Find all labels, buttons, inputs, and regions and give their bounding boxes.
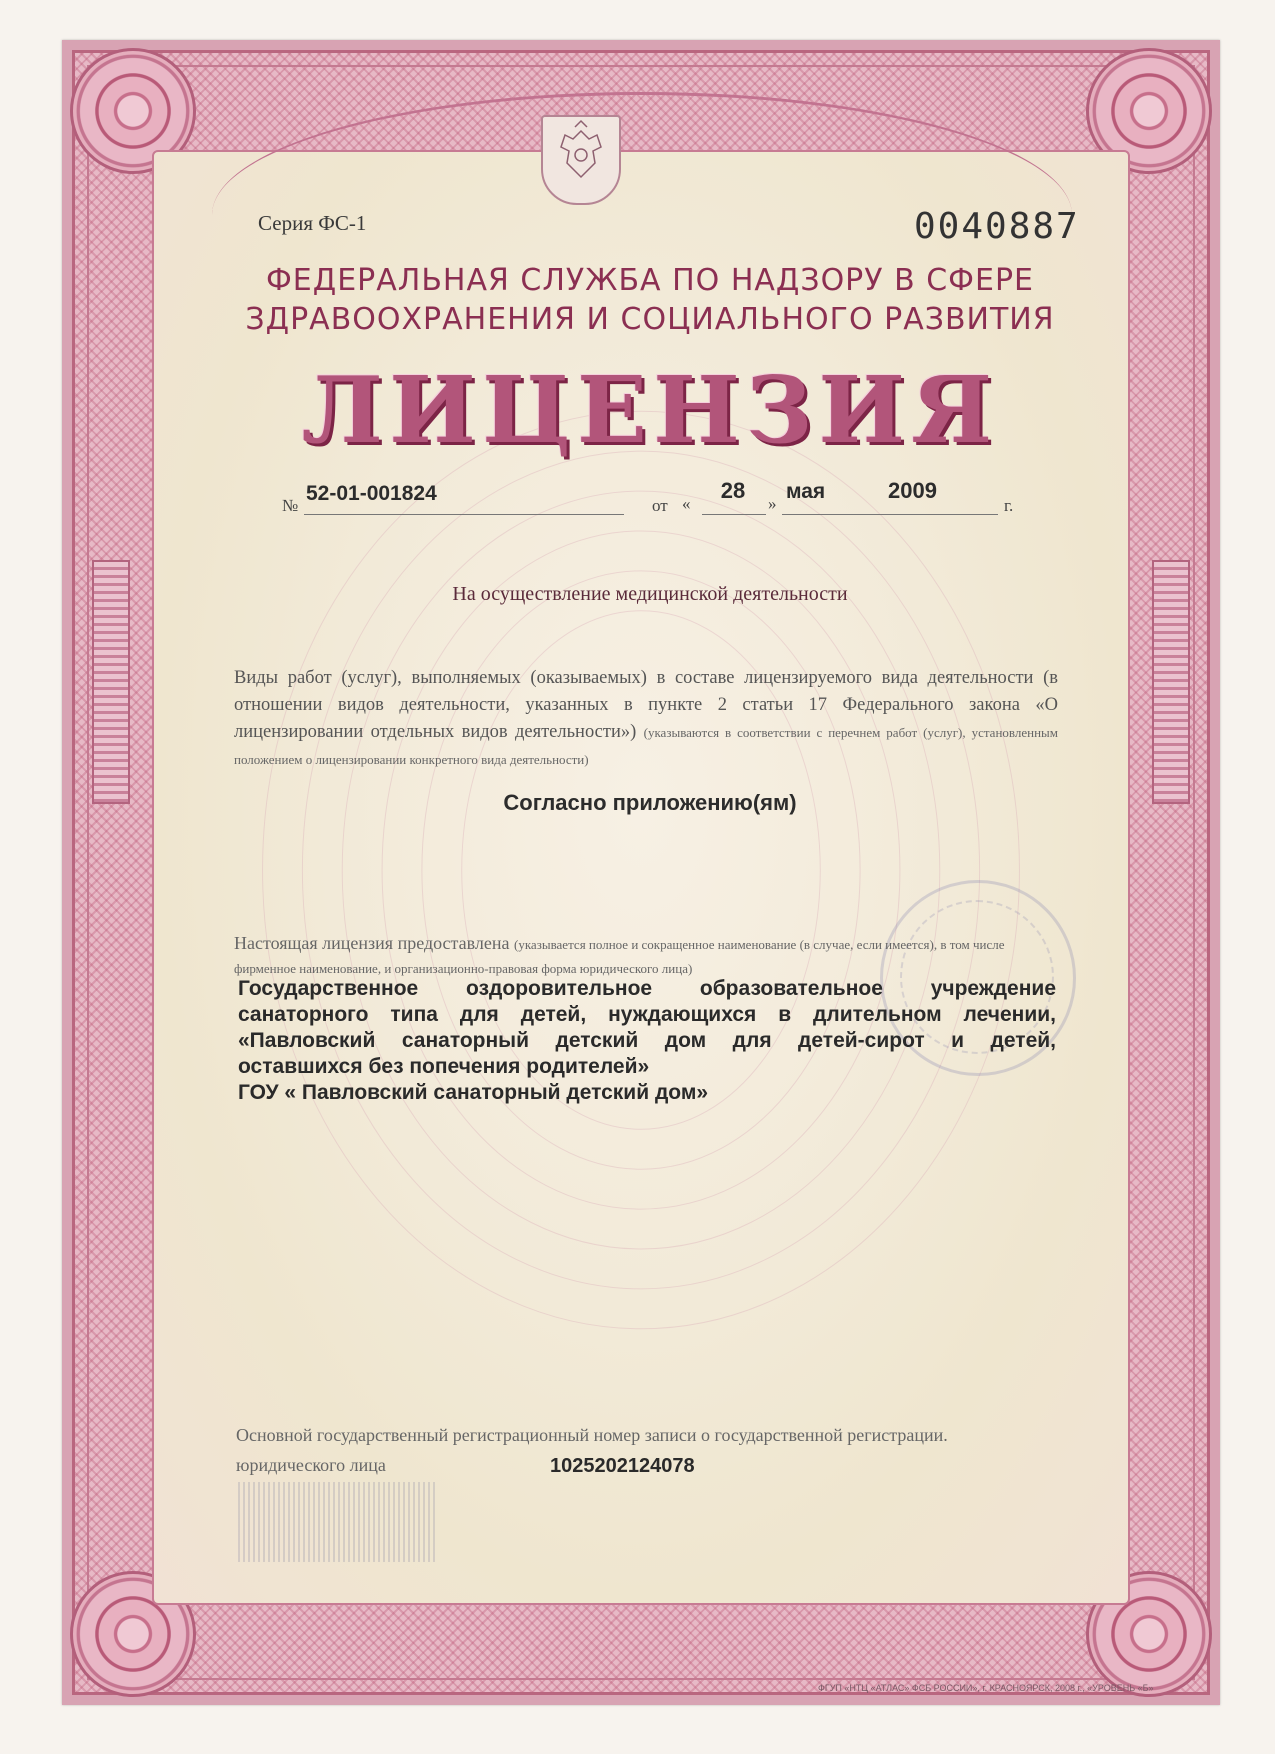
org-line-3: «Павловский санаторный детский дом для детей-сирот и детей, xyxy=(238,1029,1056,1052)
year-suffix: г. xyxy=(1004,496,1014,515)
organization-name xyxy=(238,976,1056,1106)
agency-name-line2: ЗДРАВООХРАНЕНИЯ И СОЦИАЛЬНОГО РАЗВИТИЯ xyxy=(245,302,1055,337)
works-text: Виды работ (услуг), выполняемых (оказываемых) в составе лицензируемого вида деятельности (в отношении видов деятельности, указанных в пункте 2 статьи 17 Федерального закона «О лицензировании отдельных видов деятельности») xyxy=(234,668,1058,742)
granted-to-label xyxy=(234,932,1058,980)
quote-open: « xyxy=(682,494,691,513)
number-date-row xyxy=(282,478,1022,518)
left-rail-ornament xyxy=(92,560,130,804)
date-prefix: от xyxy=(652,496,668,515)
month-underline xyxy=(782,514,998,515)
day-underline xyxy=(702,514,766,515)
printer-imprint: ФГУП «НТЦ «АТЛАС» ФСБ РОССИИ», г. КРАСНОЯРСК, 2008 г., «УРОВЕНЬ «Б» xyxy=(818,1683,1154,1693)
org-line-4: оставшихся без попечения родителей» xyxy=(238,1055,650,1078)
org-line-5: ГОУ « Павловский санаторный детский дом» xyxy=(238,1081,709,1104)
state-emblem-icon xyxy=(541,115,621,205)
right-rail-ornament xyxy=(1152,560,1190,804)
org-line-1: Государственное оздоровительное образовательное учреждение xyxy=(238,977,1056,1000)
document-title: ЛИЦЕНЗИЯ xyxy=(301,356,999,464)
agency-name-line1: ФЕДЕРАЛЬНАЯ СЛУЖБА ПО НАДЗОРУ В СФЕРЕ xyxy=(265,263,1034,298)
granted-label: Настоящая лицензия предоставлена xyxy=(234,933,510,953)
number-underline xyxy=(304,514,624,515)
serial-number: 0040887 xyxy=(914,206,1080,247)
quote-close: » xyxy=(768,494,777,513)
date-day: 28 xyxy=(720,478,746,503)
works-note: (указываются в соответствии с перечнем работ (услуг), установленным положением о лицензировании конкретного вида деятельности) xyxy=(234,725,1059,767)
ogrn-label-line2: юридического лица xyxy=(236,1455,386,1475)
number-sign: № xyxy=(282,496,299,515)
ogrn-value: 1025202124078 xyxy=(550,1455,695,1477)
date-year: 2009 xyxy=(888,478,937,503)
license-number: 52-01-001824 xyxy=(306,482,437,505)
org-line-2: санаторного типа для детей, нуждающихся в длительном лечении, xyxy=(238,1003,1056,1026)
ogrn-label-line1: Основной государственный регистрационный номер записи о государственной регистрации. xyxy=(236,1425,948,1445)
works-description xyxy=(234,665,1058,773)
works-value: Согласно приложению(ям) xyxy=(503,790,797,815)
granted-note: (указывается полное и сокращенное наименование (в случае, если имеется), в том числе фирменное наименование, и организационно-правовая форма юридического лица) xyxy=(234,937,1005,976)
faded-barcode xyxy=(238,1482,438,1562)
activity-description: На осуществление медицинской деятельности xyxy=(452,583,848,605)
series-label: Серия ФС-1 xyxy=(258,211,367,235)
date-month: мая xyxy=(786,480,826,503)
